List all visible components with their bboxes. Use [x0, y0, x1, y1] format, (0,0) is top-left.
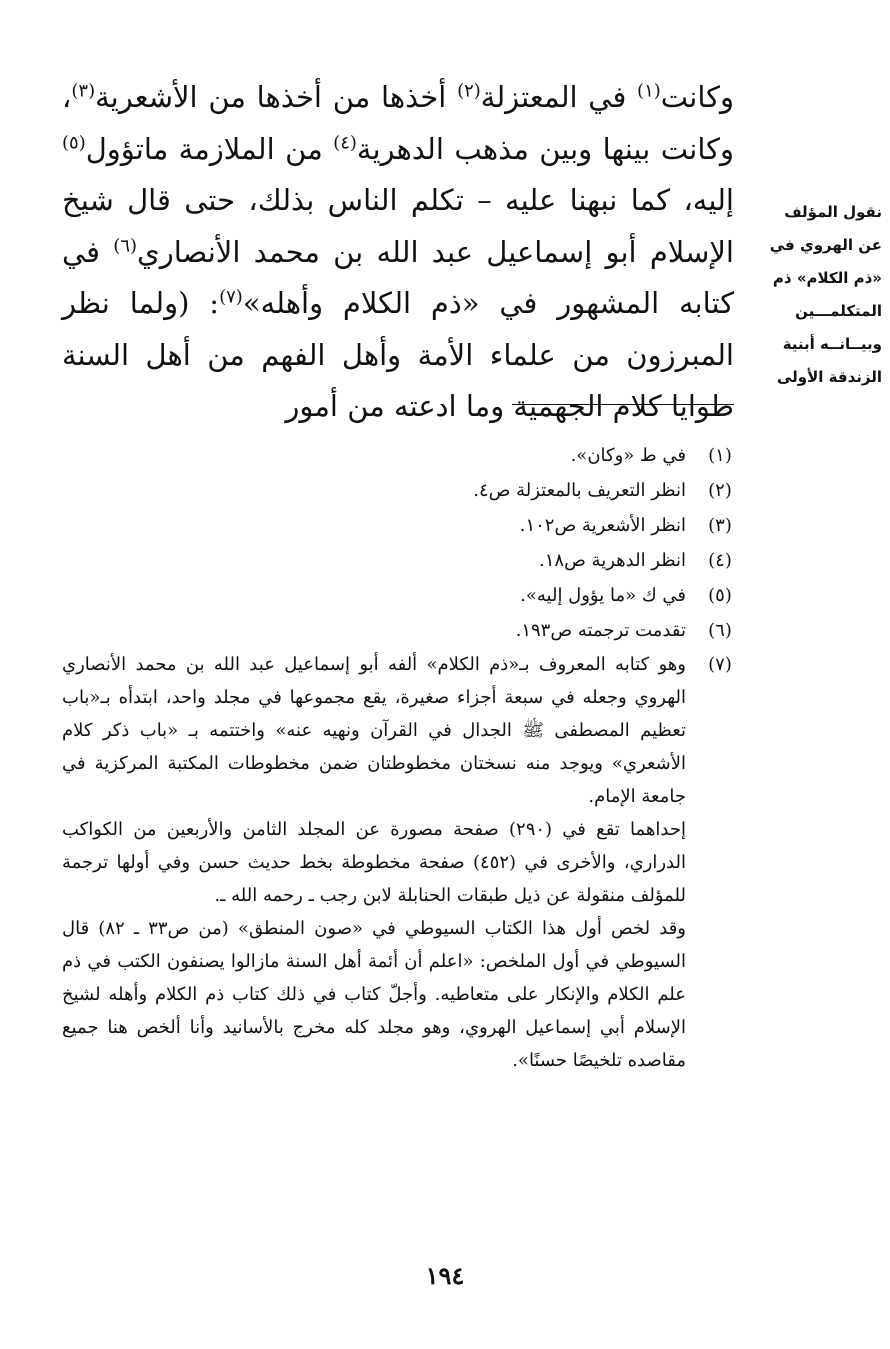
footnote-number: (٥) [708, 585, 732, 606]
footnotes [62, 438, 742, 1077]
footnote-item [62, 438, 742, 473]
footnote-paragraph: وهو كتابه المعروف بـ«ذم الكلام» ألفه أبو إسماعيل عبد الله بن محمد الأنصاري الهروي وجعله في سبعة أجزاء صغيرة، يقع مجموعها في مجلد واحد، ابتدأه بـ«باب تعظيم المصطفى ﷺ الجدال في القرآن ونهيه عنه» واختتمه بـ «باب ذكر كلام الأشعري» ويوجد منه نسختان مخطوطتان ضمن مخطوطات المكتبة المركزية في جامعة الإمام. [62, 654, 686, 807]
footnote-item [62, 508, 742, 543]
footnote-ref[interactable]: (١) [637, 80, 661, 102]
footnote-text: في ك «ما يؤول إليه». [520, 585, 686, 606]
footnote-number: (٢) [708, 480, 732, 501]
footnote-ref[interactable]: (٤) [333, 131, 357, 153]
footnote-number: (٧) [708, 654, 732, 675]
footnote-item [62, 578, 742, 613]
footnote-number: (١) [708, 445, 732, 466]
footnote-text: انظر الأشعرية ص١٠٢. [519, 515, 686, 536]
footnote-body [62, 648, 698, 1077]
footnote-number: (٤) [708, 550, 732, 571]
main-paragraph: وكانت$^{(١)}$ في المعتزلة$^{(٢)}$ أخذها من أخذها من الأشعرية$^{(٣)}$، وكانت بينها وبين مذهب الدهرية$^{(٤)}$ من الملازمة ماتؤول$^{(٥)}$ إليه، كما نبهنا عليه – تكلم الناس بذلك، حتى قال شيخ الإسلام أبو إسماعيل عبد الله بن محمد الأنصاري$^{(٦)}$ في كتابه المشهور في «ذم الكلام وأهله»$^{(٧)}$: (ولما نظر المبرزون من علماء الأمة وأهل الفهم من أهل السنة طوايا كلام الجهمية وما ادعته من أمور [62, 80, 735, 423]
footnote-divider [512, 404, 734, 405]
footnote-item-7 [62, 648, 742, 1077]
footnote-paragraph: إحداهما تقع في (٢٩٠) صفحة مصورة عن المجلد الثامن والأربعين من الكواكب الدراري، والأخرى في (٤٥٢) صفحة مخطوطة بخط حديث حسن وفي أولها ترجمة للمؤلف منقولة عن ذيل طبقات الحنابلة لابن رجب ـ رحمه الله ـ. [62, 819, 686, 906]
footnote-text: في ط «وكان». [570, 445, 686, 466]
footnote-ref[interactable]: (٣) [71, 80, 96, 102]
margin-note-line: «ذم الكلام» ذم [772, 269, 882, 287]
footnote-item [62, 543, 742, 578]
margin-note-line: نقول المؤلف [784, 203, 882, 221]
footnote-text: انظر الدهرية ص١٨. [538, 550, 686, 571]
footnote-ref[interactable]: (٥) [62, 131, 86, 153]
margin-note [744, 196, 882, 394]
footnote-text: انظر التعريف بالمعتزلة ص٤. [473, 480, 686, 501]
main-text [62, 72, 734, 433]
margin-note-line: الزندقة الأولى [777, 368, 882, 386]
footnote-item [62, 613, 742, 648]
page-number: ١٩٤ [425, 1261, 465, 1290]
footnote-ref[interactable]: (٧) [219, 286, 243, 308]
footnote-ref[interactable]: (٢) [457, 80, 481, 102]
footnote-number: (٦) [708, 620, 732, 641]
margin-note-line: وبيــانــه أبنية [782, 335, 882, 353]
footnote-number: (٣) [708, 515, 732, 536]
footnote-item [62, 473, 742, 508]
margin-note-line: عن الهروي في [769, 236, 882, 254]
margin-note-line: المتكلمـــين [795, 302, 882, 320]
footnote-paragraph: وقد لخص أول هذا الكتاب السيوطي في «صون المنطق» (من ص٣٣ ـ ٨٢) قال السيوطي في أول الملخص: «اعلم أن أئمة أهل السنة مازالوا يصنفون الكتب في ذم علم الكلام والإنكار على متعاطيه. وأجلّ كتاب في ذلك كتاب ذم الكلام وأهله لشيخ الإسلام أبي إسماعيل الهروي، وهو مجلد كله مخرج بالأسانيد وأنا ألخص هنا جميع مقاصده تلخيصًا حسنًا». [62, 918, 686, 1071]
footnote-text: تقدمت ترجمته ص١٩٣. [515, 620, 686, 641]
footnote-ref[interactable]: (٦) [113, 234, 138, 256]
